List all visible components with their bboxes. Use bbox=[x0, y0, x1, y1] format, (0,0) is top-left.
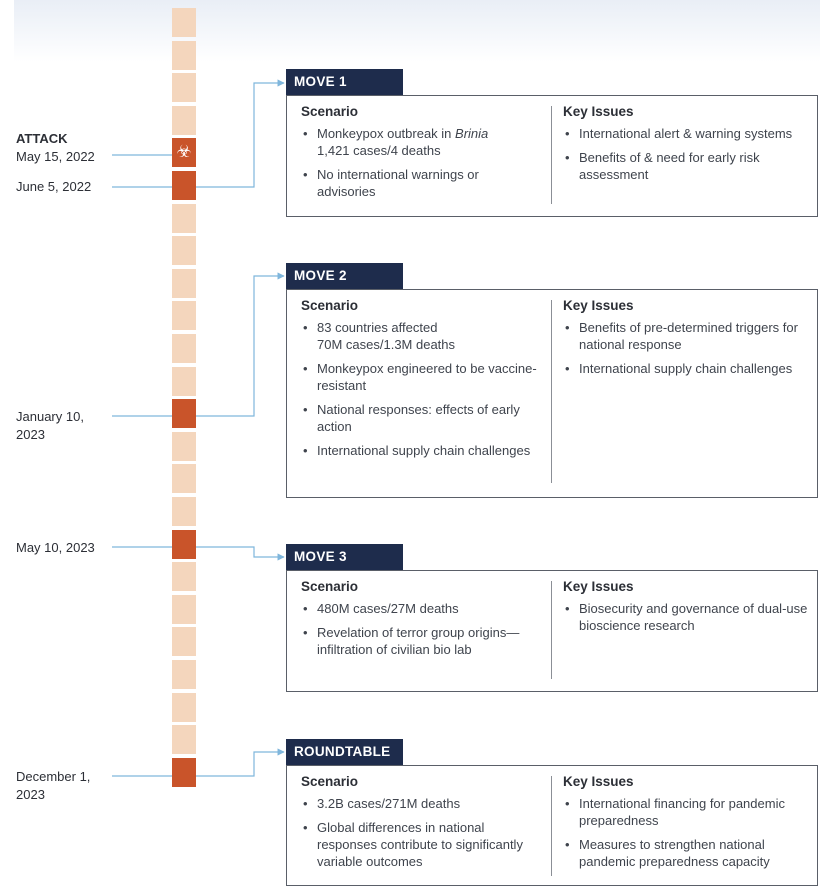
list-item: • 83 countries affected 70M cases/1.3M deaths bbox=[301, 319, 537, 353]
issues-column bbox=[563, 96, 809, 190]
list-item: • Benefits of & need for early risk assessment bbox=[563, 149, 809, 183]
issues-heading: Key Issues bbox=[563, 579, 634, 594]
timeline-segment bbox=[172, 367, 196, 396]
list-item: • 480M cases/27M deaths bbox=[301, 600, 537, 617]
scenario-list bbox=[301, 319, 537, 459]
issues-list bbox=[563, 795, 809, 870]
timeline-segment bbox=[172, 432, 196, 461]
list-item: • Monkeypox engineered to be vaccine-resistant bbox=[301, 360, 537, 394]
scenario-column bbox=[301, 571, 537, 665]
list-item: • International supply chain challenges bbox=[563, 360, 809, 377]
timeline-segment bbox=[172, 301, 196, 330]
scenario-list bbox=[301, 125, 537, 200]
timeline-segment bbox=[172, 497, 196, 526]
list-item: • Monkeypox outbreak in Brinia 1,421 cases/4 deaths bbox=[301, 125, 537, 159]
biohazard-icon: ☣ bbox=[176, 142, 192, 163]
timeline-segment bbox=[172, 562, 196, 591]
attack-label: ATTACK bbox=[16, 131, 68, 146]
timeline-segment bbox=[172, 8, 196, 37]
issues-heading: Key Issues bbox=[563, 104, 634, 119]
scenario-column bbox=[301, 290, 537, 466]
timeline-marker-move1 bbox=[172, 171, 196, 200]
list-item: • Global differences in national responses contribute to significantly variable outcomes bbox=[301, 819, 537, 870]
box-move1 bbox=[286, 95, 818, 217]
date-roundtable-line1: December 1, bbox=[16, 769, 91, 784]
timeline-segment bbox=[172, 204, 196, 233]
tag-move1: MOVE 1 bbox=[286, 69, 403, 95]
column-divider bbox=[551, 300, 552, 483]
date-move3: May 10, 2023 bbox=[16, 540, 95, 555]
timeline-segment bbox=[172, 464, 196, 493]
column-divider bbox=[551, 581, 552, 679]
list-item: • No international warnings or advisories bbox=[301, 166, 537, 200]
column-divider bbox=[551, 106, 552, 204]
list-item: • International supply chain challenges bbox=[301, 442, 537, 459]
issues-list bbox=[563, 319, 809, 377]
issues-heading: Key Issues bbox=[563, 774, 634, 789]
timeline-segment bbox=[172, 693, 196, 722]
issues-list bbox=[563, 600, 809, 634]
list-item: • Measures to strengthen national pandemic preparedness capacity bbox=[563, 836, 809, 870]
list-item: • National responses: effects of early action bbox=[301, 401, 537, 435]
timeline-marker-move2 bbox=[172, 399, 196, 428]
list-item: • International alert & warning systems bbox=[563, 125, 809, 142]
box-roundtable bbox=[286, 765, 818, 886]
timeline-segment bbox=[172, 627, 196, 656]
issues-heading: Key Issues bbox=[563, 298, 634, 313]
timeline-segment bbox=[172, 660, 196, 689]
date-move2-line1: January 10, bbox=[16, 409, 84, 424]
timeline-segment bbox=[172, 269, 196, 298]
connector-move2 bbox=[196, 276, 284, 416]
timeline-segment bbox=[172, 73, 196, 102]
connector-move3 bbox=[196, 547, 284, 557]
issues-column bbox=[563, 766, 809, 877]
timeline-marker-roundtable bbox=[172, 758, 196, 787]
list-item: • Biosecurity and governance of dual-use bioscience research bbox=[563, 600, 809, 634]
issues-column bbox=[563, 290, 809, 384]
scenario-heading: Scenario bbox=[301, 104, 359, 119]
scenario-list bbox=[301, 795, 537, 870]
date-move2 bbox=[16, 408, 84, 444]
connector-roundtable bbox=[196, 752, 284, 776]
tag-move2: MOVE 2 bbox=[286, 263, 403, 289]
timeline-marker-move3 bbox=[172, 530, 196, 559]
timeline-segment bbox=[172, 334, 196, 363]
date-attack-text: May 15, 2022 bbox=[16, 149, 95, 164]
list-item: • Benefits of pre-determined triggers for national response bbox=[563, 319, 809, 353]
issues-column bbox=[563, 571, 809, 641]
timeline-segment bbox=[172, 106, 196, 135]
list-item: • International financing for pandemic preparedness bbox=[563, 795, 809, 829]
box-move3 bbox=[286, 570, 818, 692]
tag-move3: MOVE 3 bbox=[286, 544, 403, 570]
scenario-heading: Scenario bbox=[301, 579, 359, 594]
tag-roundtable: ROUNDTABLE bbox=[286, 739, 403, 765]
date-roundtable bbox=[16, 768, 90, 804]
timeline-segment bbox=[172, 41, 196, 70]
timeline-segment bbox=[172, 725, 196, 754]
connector-move1 bbox=[196, 83, 284, 187]
timeline-segment bbox=[172, 236, 196, 265]
date-roundtable-line2: 2023 bbox=[16, 787, 45, 802]
list-item: • 3.2B cases/271M deaths bbox=[301, 795, 537, 812]
issues-list bbox=[563, 125, 809, 183]
scenario-column bbox=[301, 766, 537, 877]
box-move2 bbox=[286, 289, 818, 498]
timeline-attack-marker bbox=[172, 138, 196, 167]
scenario-heading: Scenario bbox=[301, 298, 359, 313]
scenario-heading: Scenario bbox=[301, 774, 359, 789]
column-divider bbox=[551, 776, 552, 876]
timeline-segment bbox=[172, 595, 196, 624]
date-move2-line2: 2023 bbox=[16, 427, 45, 442]
list-item: • Revelation of terror group origins—infiltration of civilian bio lab bbox=[301, 624, 537, 658]
scenario-list bbox=[301, 600, 537, 658]
date-attack bbox=[16, 130, 95, 166]
date-move1: June 5, 2022 bbox=[16, 179, 92, 194]
scenario-column bbox=[301, 96, 537, 207]
